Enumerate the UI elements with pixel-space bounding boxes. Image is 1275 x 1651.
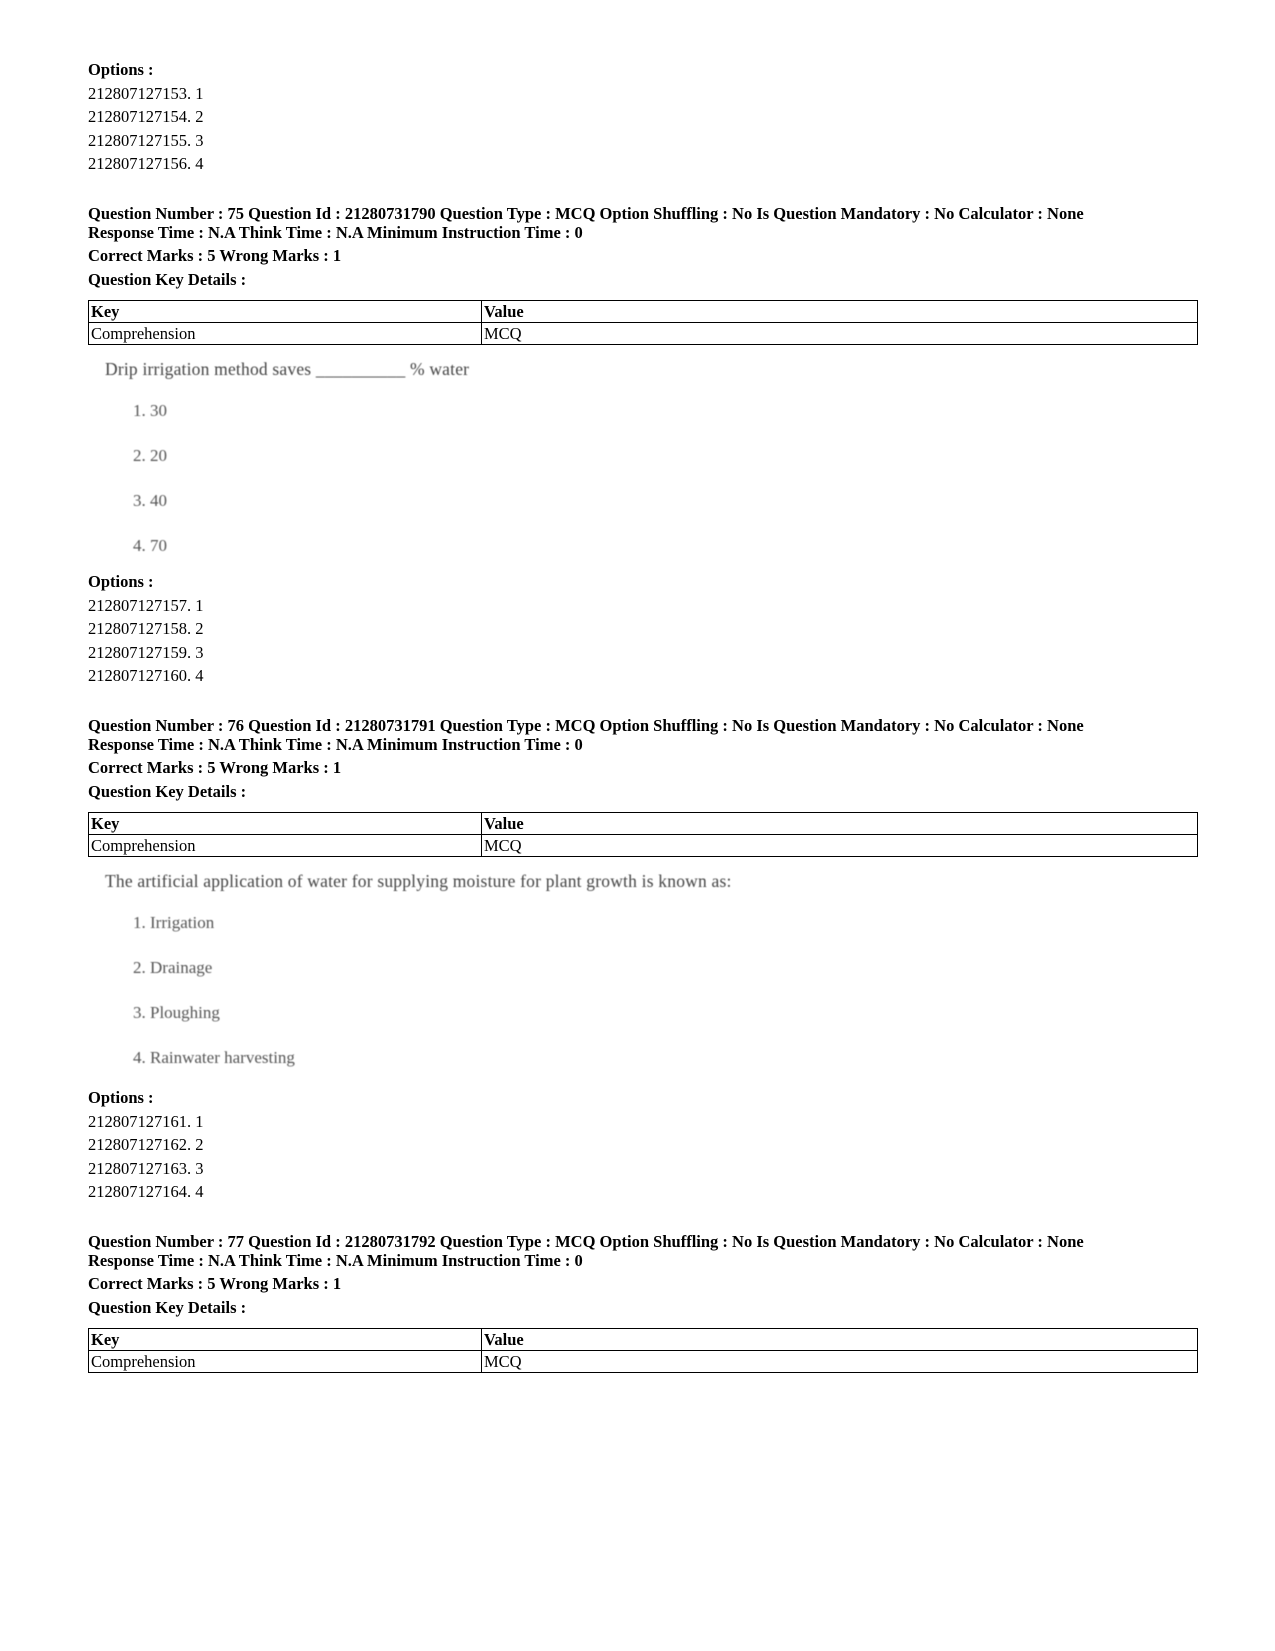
table-cell-value: MCQ xyxy=(482,323,1198,345)
options-block xyxy=(88,1086,1198,1204)
question-option: 2. Drainage xyxy=(133,958,213,977)
options-block xyxy=(88,570,1198,688)
option-id: 212807127158. 2 xyxy=(88,619,204,638)
question-text: The artificial application of water for supplying moisture for plant growth is known as: xyxy=(105,871,732,891)
options-label: Options : xyxy=(88,1088,154,1107)
question-option: 4. 70 xyxy=(133,536,167,555)
marks-line: Correct Marks : 5 Wrong Marks : 1 xyxy=(88,246,342,265)
option-id: 212807127160. 4 xyxy=(88,666,204,685)
table-cell-value: MCQ xyxy=(482,835,1198,857)
question-option: 1. 30 xyxy=(133,401,167,420)
key-details-table-wrap xyxy=(88,1328,1198,1373)
option-id: 212807127164. 4 xyxy=(88,1182,204,1201)
table-header-row xyxy=(89,301,1198,323)
question-header xyxy=(88,716,1198,803)
question-timing-line: Response Time : N.A Think Time : N.A Minimum Instruction Time : 0 xyxy=(88,1251,583,1270)
table-cell-key: Comprehension xyxy=(89,1351,482,1373)
table-header-value: Value xyxy=(482,1329,1198,1351)
table-header-row xyxy=(89,813,1198,835)
table-header-value: Value xyxy=(482,301,1198,323)
option-id: 212807127163. 3 xyxy=(88,1158,204,1178)
option-id: 212807127162. 2 xyxy=(88,1135,204,1154)
option-id: 212807127156. 4 xyxy=(88,154,204,173)
question-option: 3. 40 xyxy=(133,491,167,510)
marks-line: Correct Marks : 5 Wrong Marks : 1 xyxy=(88,758,342,777)
question-option: 1. Irrigation xyxy=(133,913,215,932)
key-details-label: Question Key Details : xyxy=(88,1297,247,1317)
table-cell-key: Comprehension xyxy=(89,323,482,345)
question-option: 2. 20 xyxy=(133,446,167,465)
question-timing-line: Response Time : N.A Think Time : N.A Minimum Instruction Time : 0 xyxy=(88,223,583,242)
option-id: 212807127159. 3 xyxy=(88,642,204,662)
key-details-table xyxy=(88,1328,1198,1373)
options-label: Options : xyxy=(88,572,154,591)
question-option: 4. Rainwater harvesting xyxy=(133,1048,295,1067)
option-id: 212807127161. 1 xyxy=(88,1111,204,1131)
question-header xyxy=(88,204,1198,291)
table-row xyxy=(89,835,1198,857)
options-label: Options : xyxy=(88,60,154,79)
question-text: Drip irrigation method saves __________ % water xyxy=(105,359,470,379)
table-row xyxy=(89,323,1198,345)
table-cell-value: MCQ xyxy=(482,1351,1198,1373)
table-header-row xyxy=(89,1329,1198,1351)
option-id: 212807127154. 2 xyxy=(88,107,204,126)
table-header-value: Value xyxy=(482,813,1198,835)
question-image xyxy=(105,870,732,1069)
question-meta-line: Question Number : 77 Question Id : 21280731792 Question Type : MCQ Option Shuffling : No Is Question Mandatory : No Calculator : None xyxy=(88,1232,1084,1251)
table-cell-key: Comprehension xyxy=(89,835,482,857)
question-image xyxy=(105,358,525,557)
option-id: 212807127155. 3 xyxy=(88,130,204,150)
key-details-table xyxy=(88,300,1198,345)
option-id: 212807127157. 1 xyxy=(88,595,204,615)
options-block xyxy=(88,58,1198,176)
key-details-table-wrap xyxy=(88,812,1198,857)
option-id: 212807127153. 1 xyxy=(88,83,204,103)
key-details-table-wrap xyxy=(88,300,1198,345)
question-meta-line: Question Number : 76 Question Id : 21280731791 Question Type : MCQ Option Shuffling : No Is Question Mandatory : No Calculator : None xyxy=(88,716,1084,735)
table-row xyxy=(89,1351,1198,1373)
key-details-table xyxy=(88,812,1198,857)
table-header-key: Key xyxy=(89,813,482,835)
table-header-key: Key xyxy=(89,301,482,323)
marks-line: Correct Marks : 5 Wrong Marks : 1 xyxy=(88,1274,342,1293)
table-header-key: Key xyxy=(89,1329,482,1351)
key-details-label: Question Key Details : xyxy=(88,781,247,801)
question-meta-line: Question Number : 75 Question Id : 21280731790 Question Type : MCQ Option Shuffling : No Is Question Mandatory : No Calculator : None xyxy=(88,204,1084,223)
key-details-label: Question Key Details : xyxy=(88,269,247,289)
question-option: 3. Ploughing xyxy=(133,1003,220,1022)
question-header xyxy=(88,1232,1198,1319)
question-timing-line: Response Time : N.A Think Time : N.A Minimum Instruction Time : 0 xyxy=(88,735,583,754)
